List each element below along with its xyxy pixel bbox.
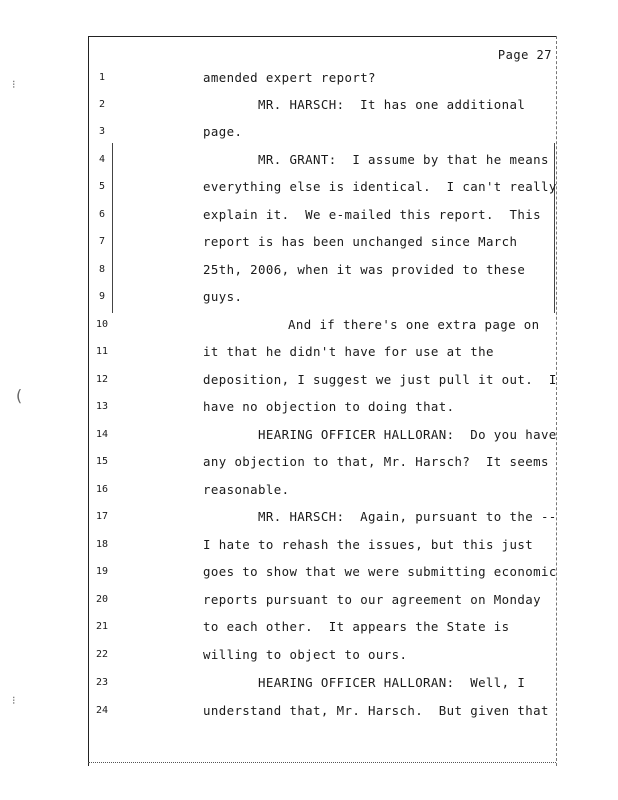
line-number: 12 <box>95 374 109 385</box>
transcript-line: everything else is identical. I can't really <box>203 179 557 194</box>
transcript-line: explain it. We e-mailed this report. This <box>203 207 541 222</box>
transcript-line: And if there's one extra page on <box>288 317 540 332</box>
transcript-line: page. <box>203 124 243 139</box>
margin-bracket-right <box>554 143 555 313</box>
transcript-line: understand that, Mr. Harsch. But given that <box>203 703 549 718</box>
line-number: 24 <box>95 705 109 716</box>
line-number: 11 <box>95 346 109 357</box>
transcript-line: 25th, 2006, when it was provided to these <box>203 262 526 277</box>
page-border-bottom <box>88 762 556 763</box>
transcript-line: MR. HARSCH: It has one additional <box>258 97 526 112</box>
transcript-line: have no objection to doing that. <box>203 399 455 414</box>
page-border-top <box>88 36 556 37</box>
page-border-right <box>556 36 557 766</box>
line-number: 10 <box>95 319 109 330</box>
line-number: 2 <box>98 99 106 110</box>
page-border-left <box>88 36 89 766</box>
line-number: 15 <box>95 456 109 467</box>
line-number: 14 <box>95 429 109 440</box>
line-number: 18 <box>95 539 109 550</box>
transcript-line: reasonable. <box>203 482 290 497</box>
line-number: 9 <box>98 291 106 302</box>
transcript-line: HEARING OFFICER HALLORAN: Do you have <box>258 427 557 442</box>
transcript-line: goes to show that we were submitting economic <box>203 564 557 579</box>
transcript-line: MR. HARSCH: Again, pursuant to the -- <box>258 509 557 524</box>
transcript-line: willing to object to ours. <box>203 647 408 662</box>
transcript-line: any objection to that, Mr. Harsch? It seems <box>203 454 549 469</box>
transcript-line: amended expert report? <box>203 70 376 85</box>
transcript-line: it that he didn't have for use at the <box>203 344 494 359</box>
line-number: 7 <box>98 236 106 247</box>
line-number: 21 <box>95 621 109 632</box>
transcript-line: MR. GRANT: I assume by that he means <box>258 152 549 167</box>
transcript-line: I hate to rehash the issues, but this just <box>203 537 534 552</box>
scan-mark: ⁝ <box>12 78 16 91</box>
page-number: Page 27 <box>497 48 552 62</box>
line-number: 20 <box>95 594 109 605</box>
transcript-line: deposition, I suggest we just pull it out. I <box>203 372 557 387</box>
scan-mark: ( <box>14 386 24 405</box>
line-number: 8 <box>98 264 106 275</box>
line-number: 5 <box>98 181 106 192</box>
line-number: 6 <box>98 209 106 220</box>
scan-mark: ⁝ <box>12 694 16 707</box>
transcript-line: report is has been unchanged since March <box>203 234 518 249</box>
line-number: 23 <box>95 677 109 688</box>
margin-bracket-left <box>112 143 113 313</box>
line-number: 19 <box>95 566 109 577</box>
transcript-line: reports pursuant to our agreement on Monday <box>203 592 541 607</box>
line-number: 1 <box>98 72 106 83</box>
transcript-line: guys. <box>203 289 243 304</box>
transcript-line: to each other. It appears the State is <box>203 619 510 634</box>
line-number: 3 <box>98 126 106 137</box>
line-number: 22 <box>95 649 109 660</box>
line-number: 16 <box>95 484 109 495</box>
line-number: 17 <box>95 511 109 522</box>
transcript-line: HEARING OFFICER HALLORAN: Well, I <box>258 675 526 690</box>
line-number: 13 <box>95 401 109 412</box>
line-number: 4 <box>98 154 106 165</box>
